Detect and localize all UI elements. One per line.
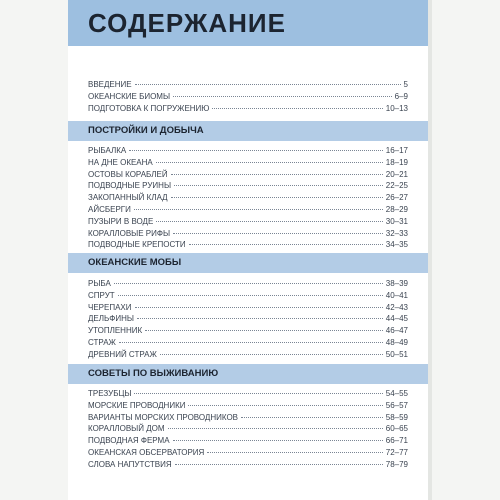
toc-pages: 72–77 bbox=[385, 447, 408, 457]
toc-label: СПРУТ bbox=[88, 290, 115, 300]
toc-label: ПОДВОДНЫЕ КРЕПОСТИ bbox=[88, 240, 186, 250]
toc-row[interactable] bbox=[88, 158, 408, 170]
toc-pages: 22–25 bbox=[385, 181, 408, 191]
dot-leader bbox=[134, 209, 383, 210]
toc-row-prep[interactable] bbox=[88, 104, 408, 116]
toc-label: СТРАЖ bbox=[88, 337, 116, 347]
toc-row-biomes[interactable] bbox=[88, 92, 408, 104]
toc-pages: 26–27 bbox=[385, 193, 408, 203]
dot-leader bbox=[135, 84, 401, 85]
toc-pages: 66–71 bbox=[385, 436, 408, 446]
toc-pages: 30–31 bbox=[385, 216, 408, 226]
toc-label: СЛОВА НАПУТСТВИЯ bbox=[88, 459, 172, 469]
toc-row[interactable] bbox=[88, 436, 408, 448]
toc-label: НА ДНЕ ОКЕАНА bbox=[88, 157, 153, 167]
dot-leader bbox=[174, 185, 383, 186]
toc-row[interactable] bbox=[88, 448, 408, 460]
toc-label: ВВЕДЕНИЕ bbox=[88, 80, 132, 89]
toc-pages: 38–39 bbox=[385, 279, 408, 288]
title-band bbox=[68, 0, 428, 46]
toc-row[interactable] bbox=[88, 401, 408, 413]
toc-pages: 6–9 bbox=[394, 91, 408, 101]
dot-leader bbox=[160, 354, 383, 355]
section-header-mobs bbox=[68, 253, 428, 273]
dot-leader bbox=[171, 197, 383, 198]
toc-pages: 40–41 bbox=[385, 290, 408, 300]
dot-leader bbox=[173, 96, 392, 97]
toc-row[interactable] bbox=[88, 170, 408, 182]
dot-leader bbox=[156, 162, 383, 163]
section-list-mobs bbox=[88, 279, 408, 362]
toc-label: ПУЗЫРИ В ВОДЕ bbox=[88, 216, 154, 226]
dot-leader bbox=[173, 440, 383, 441]
toc-label: РЫБА bbox=[88, 279, 111, 288]
toc-row[interactable] bbox=[88, 217, 408, 229]
dot-leader bbox=[168, 428, 383, 429]
toc-pages: 46–47 bbox=[385, 326, 408, 336]
toc-pages: 5 bbox=[403, 80, 408, 89]
toc-label: ОКЕАНСКАЯ ОБСЕРВАТОРИЯ bbox=[88, 447, 205, 457]
toc-label: ОКЕАНСКИЕ БИОМЫ bbox=[88, 91, 171, 101]
toc-pages: 28–29 bbox=[385, 204, 408, 214]
toc-pages: 16–17 bbox=[385, 146, 408, 155]
toc-label: ДЕЛЬФИНЫ bbox=[88, 314, 134, 324]
toc-row-intro[interactable] bbox=[88, 80, 408, 92]
toc-row[interactable] bbox=[88, 389, 408, 401]
toc-label: ПОДВОДНЫЕ РУИНЫ bbox=[88, 181, 172, 191]
dot-leader bbox=[173, 233, 383, 234]
toc-pages: 78–79 bbox=[385, 459, 408, 469]
toc-row[interactable] bbox=[88, 291, 408, 303]
section-list-survival bbox=[88, 389, 408, 472]
dot-leader bbox=[129, 150, 383, 151]
toc-pages: 32–33 bbox=[385, 228, 408, 238]
dot-leader bbox=[137, 318, 383, 319]
intro-list bbox=[88, 80, 408, 115]
toc-pages: 60–65 bbox=[385, 424, 408, 434]
dot-leader bbox=[145, 330, 383, 331]
toc-row[interactable] bbox=[88, 413, 408, 425]
toc-pages: 58–59 bbox=[385, 412, 408, 422]
toc-pages: 34–35 bbox=[385, 240, 408, 250]
dot-leader bbox=[118, 295, 383, 296]
toc-label: ВАРИАНТЫ МОРСКИХ ПРОВОДНИКОВ bbox=[88, 412, 238, 422]
toc-row[interactable] bbox=[88, 424, 408, 436]
toc-row[interactable] bbox=[88, 314, 408, 326]
toc-label: ПОДГОТОВКА К ПОГРУЖЕНИЮ bbox=[88, 103, 210, 113]
dot-leader bbox=[114, 283, 383, 284]
dot-leader bbox=[188, 405, 382, 406]
section-list-building bbox=[88, 146, 408, 252]
dot-leader bbox=[189, 244, 383, 245]
dot-leader bbox=[171, 174, 383, 175]
toc-label: УТОПЛЕННИК bbox=[88, 326, 143, 336]
toc-label: АЙСБЕРГИ bbox=[88, 204, 131, 214]
toc-pages: 10–13 bbox=[385, 103, 408, 113]
toc-label: РЫБАЛКА bbox=[88, 146, 127, 155]
dot-leader bbox=[135, 307, 383, 308]
toc-row[interactable] bbox=[88, 229, 408, 241]
toc-label: ПОДВОДНАЯ ФЕРМА bbox=[88, 436, 170, 446]
dot-leader bbox=[175, 464, 383, 465]
toc-label: КОРАЛЛОВЫЕ РИФЫ bbox=[88, 228, 171, 238]
section-title: ОКЕАНСКИЕ МОБЫ bbox=[88, 257, 182, 268]
section-title: СОВЕТЫ ПО ВЫЖИВАНИЮ bbox=[88, 368, 219, 379]
toc-label: ОСТОВЫ КОРАБЛЕЙ bbox=[88, 169, 168, 179]
dot-leader bbox=[156, 221, 382, 222]
toc-row[interactable] bbox=[88, 146, 408, 158]
dot-leader bbox=[207, 452, 382, 453]
toc-page bbox=[68, 0, 428, 500]
toc-label: ЗАКОПАННЫЙ КЛАД bbox=[88, 193, 168, 203]
toc-label: ТРЕЗУБЦЫ bbox=[88, 389, 132, 398]
toc-label: КОРАЛЛОВЫЙ ДОМ bbox=[88, 424, 165, 434]
dot-leader bbox=[119, 342, 383, 343]
toc-label: ЧЕРЕПАХИ bbox=[88, 302, 132, 312]
page-edge bbox=[428, 0, 432, 500]
toc-pages: 56–57 bbox=[385, 400, 408, 410]
toc-pages: 20–21 bbox=[385, 169, 408, 179]
toc-row[interactable] bbox=[88, 205, 408, 217]
toc-label: МОРСКИЕ ПРОВОДНИКИ bbox=[88, 400, 186, 410]
toc-pages: 44–45 bbox=[385, 314, 408, 324]
section-header-building bbox=[68, 121, 428, 141]
dot-leader bbox=[241, 417, 383, 418]
toc-row[interactable] bbox=[88, 240, 408, 252]
toc-row[interactable] bbox=[88, 181, 408, 193]
toc-row[interactable] bbox=[88, 193, 408, 205]
section-header-survival bbox=[68, 364, 428, 384]
toc-pages: 42–43 bbox=[385, 302, 408, 312]
toc-row[interactable] bbox=[88, 460, 408, 472]
toc-pages: 48–49 bbox=[385, 337, 408, 347]
toc-label: ДРЕВНИЙ СТРАЖ bbox=[88, 349, 157, 359]
toc-pages: 54–55 bbox=[385, 389, 408, 398]
page-title: СОДЕРЖАНИЕ bbox=[88, 8, 286, 38]
toc-pages: 50–51 bbox=[385, 349, 408, 359]
dot-leader bbox=[212, 108, 382, 109]
dot-leader bbox=[134, 393, 382, 394]
toc-pages: 18–19 bbox=[385, 157, 408, 167]
toc-row[interactable] bbox=[88, 279, 408, 291]
section-title: ПОСТРОЙКИ И ДОБЫЧА bbox=[88, 125, 204, 136]
toc-row[interactable] bbox=[88, 303, 408, 315]
toc-row[interactable] bbox=[88, 338, 408, 350]
toc-row[interactable] bbox=[88, 350, 408, 362]
toc-row[interactable] bbox=[88, 326, 408, 338]
